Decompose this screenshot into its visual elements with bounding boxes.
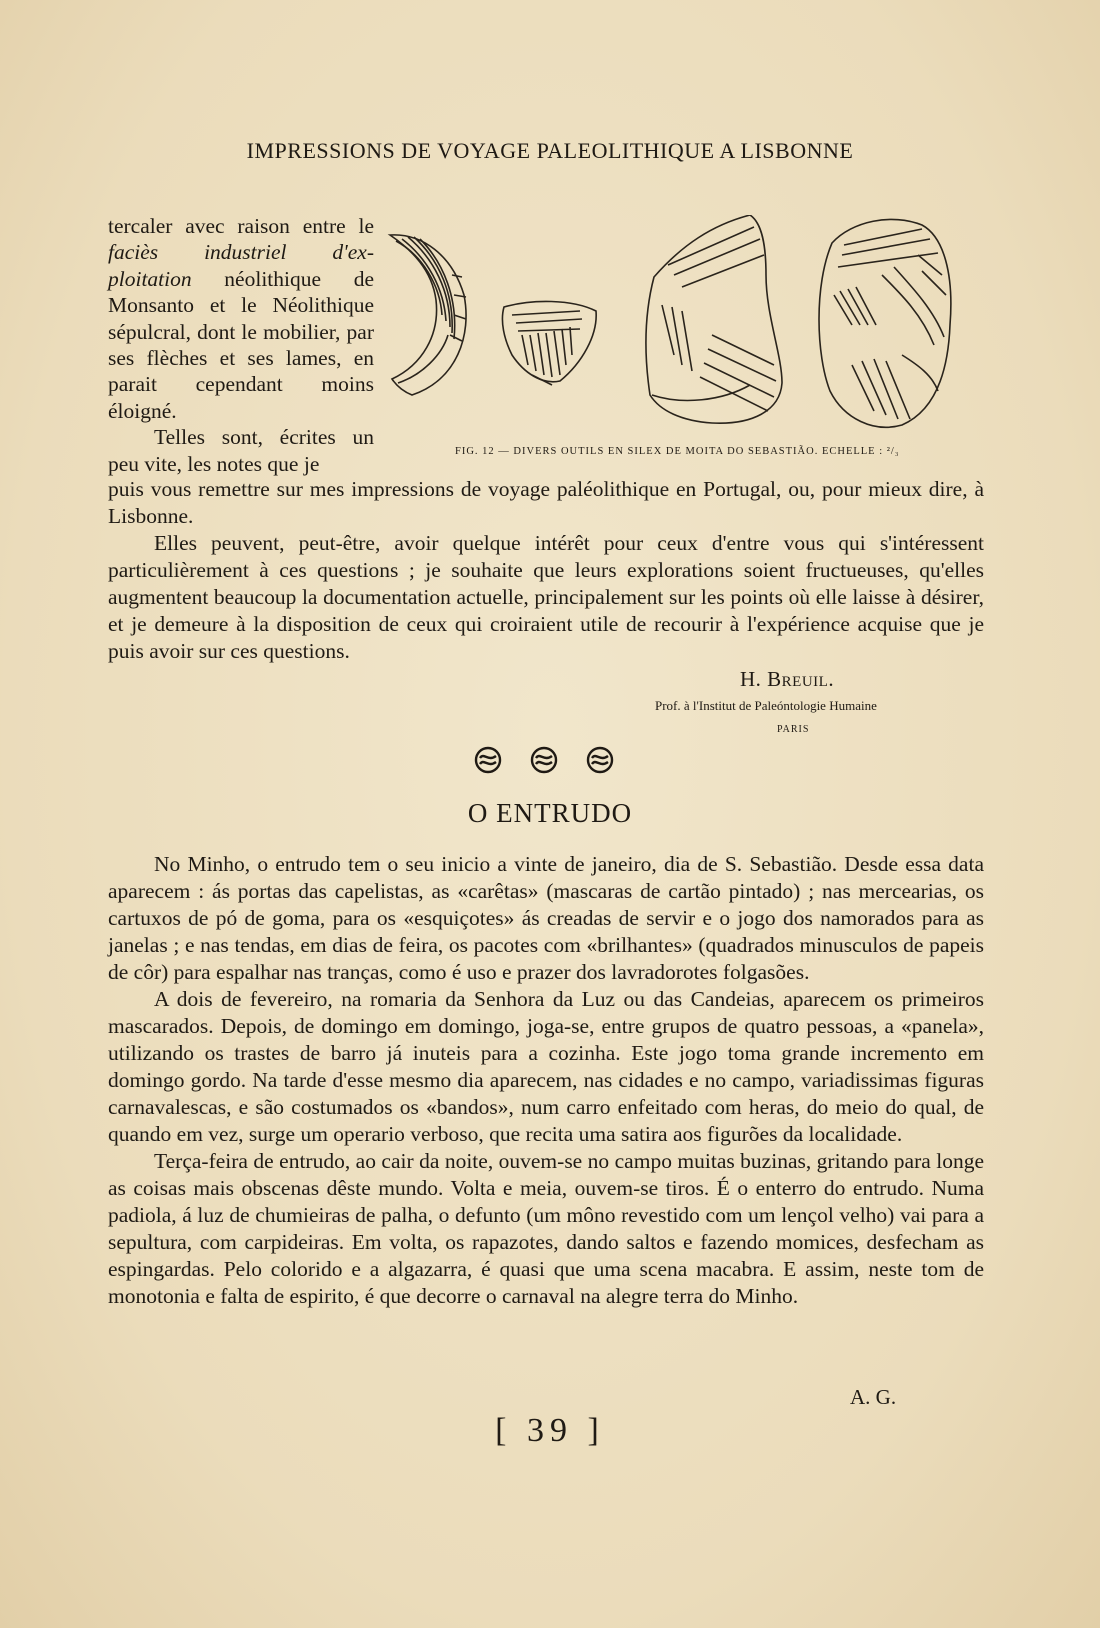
intro-paragraph-2-rest: puis vous remettre sur mes impressions de voyage paléolithique en Portugal, ou, pour mieux dire, à Lisbonne. — [108, 477, 984, 528]
intro-full-width-text — [108, 476, 984, 665]
author-signature: H. Breuil. — [740, 667, 835, 691]
running-head: IMPRESSIONS DE VOYAGE PALEOLITHIQUE A LISBONNE — [246, 138, 854, 163]
swash-ornament-icon — [586, 746, 614, 774]
intro-paragraph-3: Elles peuvent, peut-être, avoir quelque intérêt pour ceux d'entre vous qui s'intéressent particulièrement à ces questions ; je souhaite que leurs explorations soient fructueuses, qu'elles augmentent beaucoup la documentation actuelle, principalement sur les points où elle laisse à désirer, et je demeure à la disposition de ceux qui croiraient utile de recourir à l'expérience acquise que je puis avoir sur ces questions. — [108, 531, 984, 663]
entrudo-paragraph-2: A dois de fevereiro, na romaria da Senhora da Luz ou das Candeias, aparecem os primeiros mascarados. Depois, de domingo em domingo, joga-se, entre grupos de quatro pessoas, a «panela», utilizando os trastes de barro já inuteis para a cozinha. Este jogo toma grande incremento em domingo gordo. Na tarde d'esse mesmo dia aparecem, nas cidades e no campo, variadissimas figuras carnavalescas, e são costumados os «bandos», num carro enfeitado com heras, do meio do qual, de quando em vez, surge um operario verboso, que recita uma satira aos figurões da localidade. — [108, 987, 984, 1146]
entrudo-article-body — [108, 851, 984, 1310]
author-city: PARIS — [777, 724, 810, 735]
flint-tools-figure — [382, 215, 982, 447]
section-divider-ornaments — [474, 746, 614, 778]
author-affiliation: Prof. à l'Institut de Paleóntologie Humaine — [655, 698, 877, 713]
entrudo-paragraph-3: Terça-feira de entrudo, ao cair da noite, ouvem-se no campo muitas buzinas, gritando para longe as coisas mais obscenas dêste mundo. Volta e meia, ouvem-se tiros. É o enterro do entrudo. Numa padiola, á luz de chumieiras de palha, o defunto (um môno revestido com um lençol velho) vai para a sepultura, com carpideiras. Em volta, os rapazotes, dando saltos e fazendo momices, desfecham as espingardas. Pelo colorido e a algazarra, é quasi que uma scena macabra. E assim, neste tom de monotonia e falta de espirito, é que decorre o carnaval na alegre terra do Minho. — [108, 1149, 984, 1308]
flint-tool-1-drawing — [390, 235, 466, 395]
intro-wrap-column — [108, 213, 374, 477]
flint-tool-3-drawing — [646, 215, 782, 423]
intro-paragraph-1: tercaler avec raison entre le faciès industriel d'ex- ploitation néolithique de Monsanto et le Néolithique sépulcral, dont le mobilier, par ses flèches et ses lames, en parait cependant moins éloigné. — [108, 214, 375, 423]
entrudo-paragraph-1: No Minho, o entrudo tem o seu inicio a vinte de janeiro, dia de S. Sebastião. Desde essa data aparecem : ás portas das capelistas, as «carêtas» (mascaras de cartão pintado) ; nas mercearias, os cartuxos de pó de goma, para os «esquiçotes» ás creadas de servir e o jogo dos namorados para as janelas ; e nas tendas, em dias de feira, os pacotes com «brilhantes» (quadrados minusculos de papeis de côr) para espalhar nas tranças, como é uso e prazer dos lavradorotes folgasões. — [108, 852, 984, 984]
figure-caption: FIG. 12 — DIVERS OUTILS EN SILEX DE MOITA DO SEBASTIÃO. ECHELLE : ²/₃ — [455, 446, 900, 457]
flint-tools-illustration — [382, 215, 982, 447]
section-title: O ENTRUDO — [467, 798, 633, 828]
swash-ornament-icon — [474, 746, 502, 774]
article-initials: A. G. — [850, 1385, 897, 1409]
intro-paragraph-2-start: Telles sont, écrites un peu vite, les notes que je — [108, 425, 374, 476]
page-number: [ 39 ] — [495, 1412, 605, 1449]
swash-ornament-icon — [530, 746, 558, 774]
flint-tool-2-drawing — [502, 301, 596, 385]
flint-tool-4-drawing — [819, 219, 951, 427]
